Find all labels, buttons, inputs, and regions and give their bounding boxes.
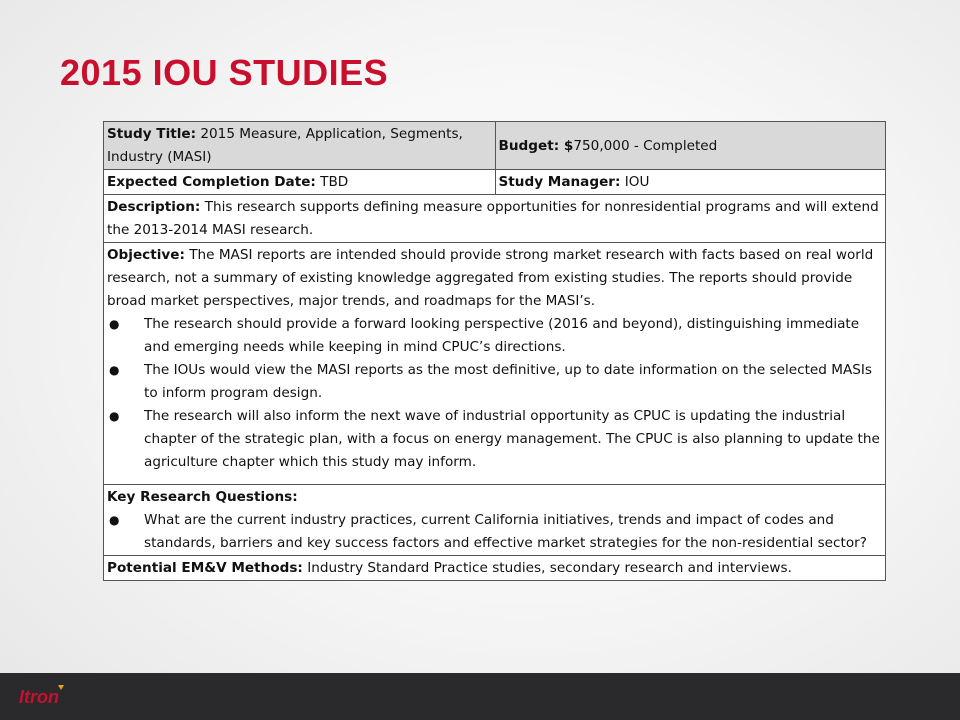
objective-bullet-text: The research will also inform the next wave of industrial opportunity as CPUC is updating the industrial chapter of the strategic plan, with a focus on energy management. The CPUC is also planning to update the agriculture chapter which this study may inform. — [144, 408, 880, 470]
table-row — [104, 485, 886, 556]
key-questions-bullet-list — [107, 509, 882, 555]
methods-cell — [104, 556, 886, 581]
description-label: Description: — [107, 199, 201, 215]
completion-date-label: Expected Completion Date: — [107, 174, 316, 190]
study-info-table — [103, 121, 886, 581]
table-row — [104, 243, 886, 485]
objective-bullet-list — [107, 313, 882, 474]
study-title-label: Study Title: — [107, 126, 197, 142]
budget-cell — [495, 122, 885, 170]
budget-label: Budget: $ — [498, 137, 574, 154]
study-title-value: 2015 Measure, Application, Segments, Industry (MASI) — [107, 126, 463, 165]
footer-bar — [0, 673, 960, 720]
budget-value: 750,000 - Completed — [573, 137, 718, 154]
bullet-icon: ● — [109, 317, 120, 331]
list-item — [107, 509, 882, 555]
key-questions-cell — [104, 485, 886, 556]
completion-date-value: TBD — [315, 174, 349, 190]
objective-label: Objective: — [107, 247, 185, 263]
slide-title: 2015 IOU STUDIES — [60, 52, 389, 93]
study-manager-cell — [495, 170, 885, 195]
key-question-text: What are the current industry practices, current California initiatives, trends and impact of codes and standards, barriers and key success factors and effective market strategies for the non-residential sector? — [144, 512, 867, 551]
list-item — [107, 359, 882, 405]
key-questions-label: Key Research Questions: — [107, 489, 298, 505]
list-item — [107, 405, 882, 474]
objective-bullet-text: The research should provide a forward looking perspective (2016 and beyond), distinguishing immediate and emerging needs while keeping in mind CPUC’s directions. — [144, 316, 860, 355]
itron-logo-icon — [18, 683, 78, 709]
objective-bullet-text: The IOUs would view the MASI reports as the most definitive, up to date information on the selected MASIs to inform program design. — [144, 362, 872, 401]
logo-text: Itron — [19, 687, 59, 707]
table-row — [104, 122, 886, 170]
study-manager-label: Study Manager: — [498, 174, 621, 190]
methods-label: Potential EM&V Methods: — [107, 560, 303, 576]
study-manager-value: IOU — [620, 174, 650, 190]
objective-value: The MASI reports are intended should provide strong market research with facts based on real world research, not a summary of existing knowledge aggregated from existing studies. The reports should provide broad market perspectives, major trends, and roadmaps for the MASI’s. — [107, 247, 874, 309]
bullet-icon: ● — [109, 513, 120, 527]
bullet-icon: ● — [109, 363, 120, 377]
description-value: This research supports defining measure opportunities for nonresidential programs and will extend the 2013-2014 MASI research. — [107, 199, 879, 238]
completion-date-cell — [104, 170, 496, 195]
objective-cell — [104, 243, 886, 485]
study-title-cell — [104, 122, 496, 170]
methods-value: Industry Standard Practice studies, secondary research and interviews. — [302, 560, 792, 576]
table-row — [104, 556, 886, 581]
table-row — [104, 195, 886, 243]
table-row — [104, 170, 886, 195]
list-item — [107, 313, 882, 359]
bullet-icon: ● — [109, 409, 120, 423]
description-cell — [104, 195, 886, 243]
